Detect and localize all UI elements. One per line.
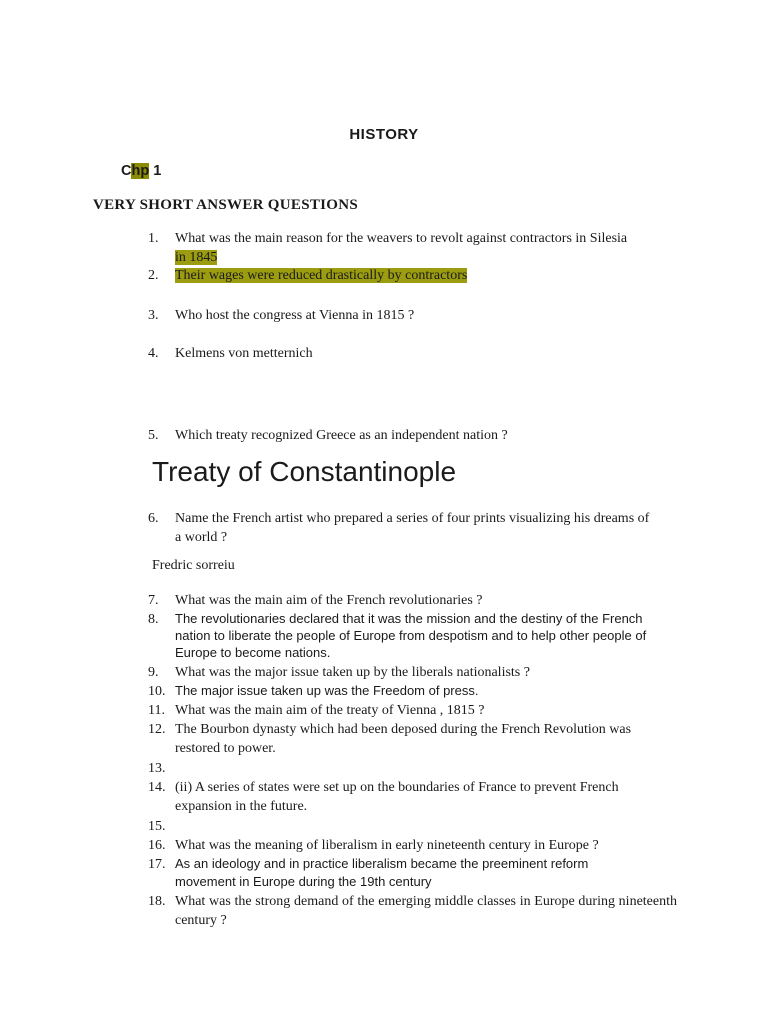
answer-highlighted: Their wages were reduced drastically by contractors	[175, 268, 468, 283]
question-text: Name the French artist who prepared a series of four prints visualizing his dreams of a world ?	[175, 511, 650, 545]
question-text: What was the meaning of liberalism in early nineteenth century in Europe ?	[175, 838, 599, 853]
item-number: 8.	[148, 612, 159, 627]
question-line: What was the main reason for the weavers to revolt against contractors in Silesia	[175, 231, 628, 246]
item-number: 7.	[148, 593, 159, 608]
answer-text: The revolutionaries declared that it was the mission and the destiny of the French nation to liberate the people of Europe from despotism and to help other people of Europe to become nations.	[175, 611, 647, 660]
item-number: 17.	[148, 857, 166, 872]
item-number: 10.	[148, 684, 166, 699]
item-number: 15.	[148, 819, 166, 834]
question-text: What was the strong demand of the emerging middle classes in Europe during nineteenth century ?	[175, 894, 677, 928]
chapter-highlight: hp	[131, 163, 150, 179]
item-number: 1.	[148, 231, 159, 246]
item-number: 12.	[148, 722, 166, 737]
item-number: 9.	[148, 665, 159, 680]
answer-text: The Bourbon dynasty which had been deposed during the French Revolution was restored to power.	[175, 722, 632, 756]
item-number: 16.	[148, 838, 166, 853]
question-text: Who host the congress at Vienna in 1815 ?	[175, 308, 415, 323]
item-number: 2.	[148, 268, 159, 283]
answer-text: The major issue taken up was the Freedom of press.	[175, 683, 479, 698]
item-number: 4.	[148, 346, 159, 361]
question-line-highlighted: in 1845	[175, 250, 218, 265]
question-text: Which treaty recognized Greece as an independent nation ?	[175, 428, 508, 443]
large-answer: Treaty of Constantinople	[152, 456, 457, 487]
item-number: 13.	[148, 761, 166, 776]
chapter-number: 1	[149, 163, 162, 179]
item-number: 5.	[148, 428, 159, 443]
item-number: 6.	[148, 511, 159, 526]
item-number: 14.	[148, 780, 166, 795]
answer-text	[175, 266, 683, 285]
answer-text: As an ideology and in practice liberalism became the preeminent reform movement in Europe during the 19th century	[175, 856, 589, 889]
item-number: 3.	[148, 308, 159, 323]
item-number: 18.	[148, 894, 166, 909]
answer-text: (ii) A series of states were set up on the boundaries of France to prevent French expansion in the future.	[175, 780, 619, 814]
item-number: 11.	[148, 703, 165, 718]
question-text	[175, 229, 685, 267]
section-heading: VERY SHORT ANSWER QUESTIONS	[93, 197, 359, 213]
chapter-heading	[121, 163, 161, 179]
chapter-prefix: C	[121, 163, 132, 179]
question-text: What was the main aim of the treaty of Vienna , 1815 ?	[175, 703, 485, 718]
question-text: What was the main aim of the French revolutionaries ?	[175, 593, 483, 608]
plain-answer: Fredric sorreiu	[152, 558, 235, 573]
page-title: HISTORY	[349, 126, 419, 143]
question-text: What was the major issue taken up by the liberals nationalists ?	[175, 665, 530, 680]
answer-text: Kelmens von metternich	[175, 346, 313, 361]
